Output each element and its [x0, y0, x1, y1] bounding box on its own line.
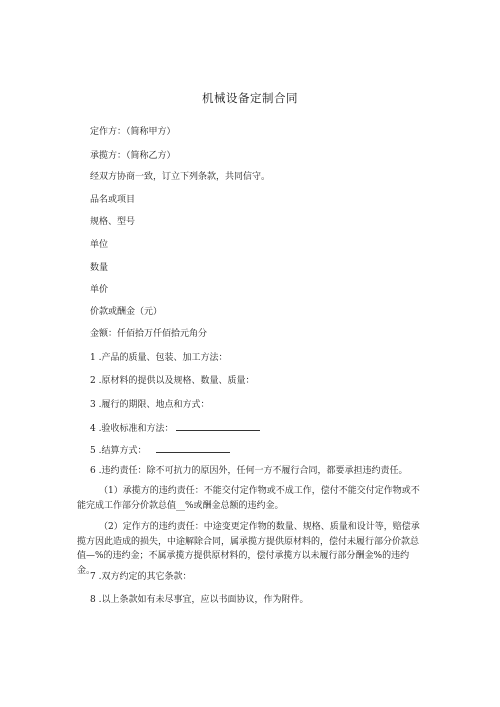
quantity-line: 数量: [90, 263, 109, 273]
unit-line: 单位: [90, 240, 109, 250]
amount-line: 金额：仟佰拾万仟佰拾元角分: [90, 329, 208, 339]
price-or-fee-line: 价款或酬金（元）: [90, 307, 163, 317]
clause-5: 5 .结算方式：: [90, 446, 147, 456]
item-name-line: 品名或项目: [90, 195, 136, 205]
unit-price-line: 单价: [90, 285, 109, 295]
clause-5-row: [90, 443, 230, 457]
clause-4-blank: [176, 421, 260, 431]
party-b-line: 承揽方：（简称乙方）: [90, 151, 176, 161]
clause-2: 2 .原材料的提供以及规格、数量、质量：: [90, 376, 255, 386]
clause-3: 3 .履行的期限、地点和方式：: [90, 400, 210, 410]
clause-5-blank: [156, 443, 230, 453]
clause-8: 8 .以上条款如有未尽事宜，应以书面协议，作为附件。: [90, 595, 309, 605]
orderer-liability-paragraph: （2）定作方的违约责任：中途变更定作物的数量、规格、质量和设计等，赔偿承揽方因此造成的损失，中途解除合同，属承揽方提供原材料的，偿付未履行部分价款总值—%的违约金；不属承揽方提供原材料的，偿付承揽方以未履行部分酬金%的违约金。: [77, 522, 420, 576]
spec-model-line: 规格、型号: [90, 217, 136, 227]
agreement-intro-line: 经双方协商一致，订立下列条款，共同信守。: [90, 172, 271, 182]
party-a-line: 定作方：（简称甲方）: [90, 127, 176, 137]
contractor-liability-paragraph: （1）承揽方的违约责任：不能交付定作物或不成工作，偿付不能交付定作物或不能完成工作部分价款总值__%或酬金总额的违约金。: [77, 486, 420, 511]
clause-1: 1 .产品的质量、包装、加工方法：: [90, 353, 228, 363]
clause-4-row: [90, 421, 260, 435]
clause-7: 7 .双方约定的其它条款：: [90, 572, 192, 582]
clause-6: 6 .违约责任：除不可抗力的原因外，任何一方不履行合同，都要承担违约责任。: [90, 466, 408, 476]
clause-4: 4 .验收标准和方法：: [90, 424, 174, 434]
document-title: 机械设备定制合同: [202, 91, 298, 105]
